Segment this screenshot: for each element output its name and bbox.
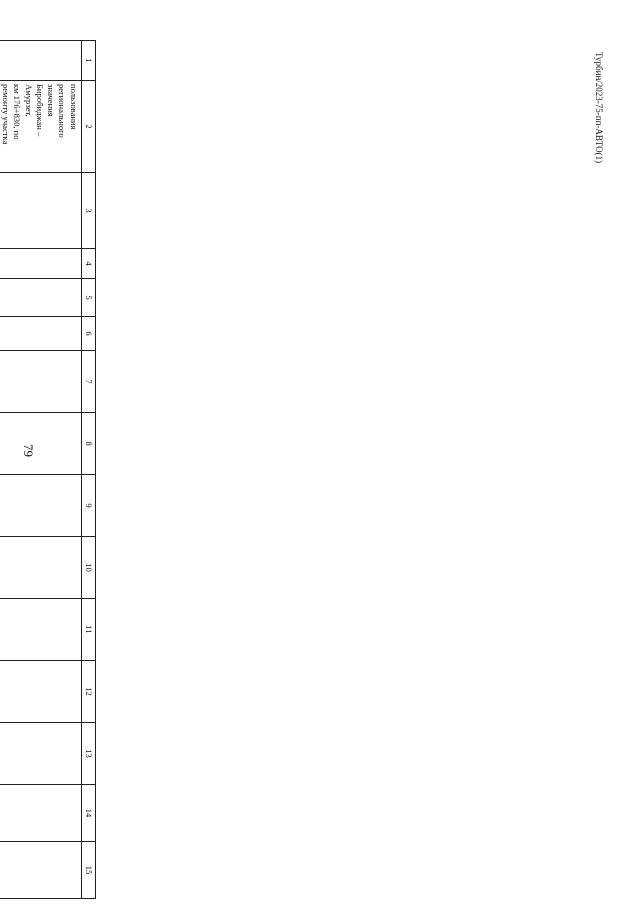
responsible-executor bbox=[0, 173, 81, 249]
code-rzpr bbox=[0, 279, 81, 317]
column-number: 1 bbox=[81, 41, 95, 81]
value-cell bbox=[0, 723, 81, 785]
value-cell bbox=[0, 475, 81, 537]
column-number: 10 bbox=[81, 537, 95, 599]
document-code: Турбин/2023-75-пп-АВТО(1) bbox=[594, 52, 604, 164]
value-cell bbox=[0, 842, 81, 899]
column-number: 7 bbox=[81, 351, 95, 413]
table-row bbox=[0, 41, 81, 899]
activity-name: пользования регионального значения Биробиджан – Амурзет, км 176+830, по ремонту участка bbox=[0, 81, 81, 173]
column-number: 13 bbox=[81, 723, 95, 785]
column-number: 12 bbox=[81, 661, 95, 723]
value-cell bbox=[0, 785, 81, 842]
budget-table bbox=[0, 40, 96, 899]
column-number: 4 bbox=[81, 249, 95, 279]
rotated-table-frame bbox=[0, 40, 96, 875]
value-cell bbox=[0, 537, 81, 599]
code-grbs bbox=[0, 249, 81, 279]
value-cell bbox=[0, 351, 81, 413]
column-number: 6 bbox=[81, 317, 95, 351]
value-cell bbox=[0, 599, 81, 661]
value-cell bbox=[0, 413, 81, 475]
column-number: 8 bbox=[81, 413, 95, 475]
column-number: 2 bbox=[81, 81, 95, 173]
column-number: 14 bbox=[81, 785, 95, 842]
column-number: 11 bbox=[81, 599, 95, 661]
column-number: 5 bbox=[81, 279, 95, 317]
code-csr bbox=[0, 317, 81, 351]
row-number bbox=[0, 41, 81, 81]
page-number: 79 bbox=[21, 444, 36, 457]
column-number: 9 bbox=[81, 475, 95, 537]
column-number-row bbox=[81, 41, 95, 899]
value-cell bbox=[0, 661, 81, 723]
column-number: 3 bbox=[81, 173, 95, 249]
column-number: 15 bbox=[81, 842, 95, 899]
